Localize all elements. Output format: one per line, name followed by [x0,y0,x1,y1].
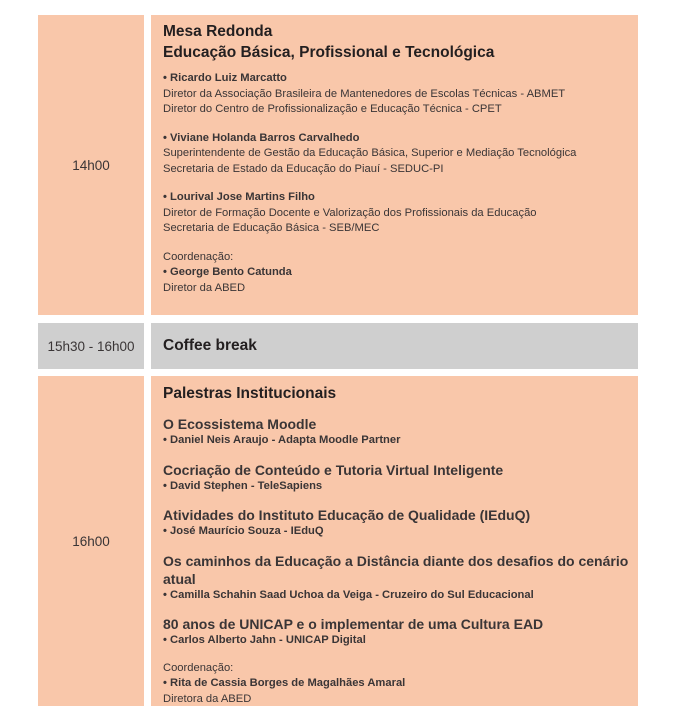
content-cell [151,376,638,706]
talk-title: 80 anos de UNICAP e o implementar de uma Cultura EAD [163,616,544,632]
panelist-name: • Viviane Holanda Barros Carvalhedo [163,131,638,147]
talk-speaker: • Carlos Alberto Jahn - UNICAP Digital [163,633,638,649]
panelist-role: Diretor do Centro de Profissionalização e Educação Técnica - CPET [163,103,502,115]
time-cell [38,15,144,315]
talk-title: Atividades do Instituto Educação de Qualidade (IEduQ) [163,507,531,523]
coordinator-role: Diretora da ABED [163,692,252,705]
talk-title: O Ecossistema Moodle [163,416,317,432]
panelist-name: • Ricardo Luiz Marcatto [163,71,638,87]
session-subtitle: Educação Básica, Profissional e Tecnológica [163,44,495,61]
session-title: Palestras Institucionais [163,385,337,402]
coordinator-role: Diretor da ABED [163,281,246,294]
panelist [163,131,638,178]
coordinator-name: • George Bento Catunda [163,265,638,281]
talk [163,461,638,495]
talk [163,615,638,649]
coordination-label: Coordenação: [163,661,234,674]
coordinator-name: • Rita de Cassia Borges de Magalhães Amaral [163,676,638,692]
session-title: Coffee break [163,337,257,354]
time-cell [38,323,144,369]
time-cell [38,376,144,706]
panelist-role: Diretor de Formação Docente e Valorização dos Profissionais da Educação [163,206,537,219]
content-cell [151,15,638,315]
talk-title: Os caminhos da Educação a Distância diante dos desafios do cenário atual [163,552,629,587]
panelist-name: • Lourival Jose Martins Filho [163,190,638,206]
panelist-role: Secretaria de Estado da Educação do Piauí - SEDUC-PI [163,162,444,175]
content-cell [151,323,638,369]
talk-speaker: • Camilla Schahin Saad Uchoa da Veiga - Cruzeiro do Sul Educacional [163,588,638,604]
time-label: 14h00 [72,157,110,173]
panelist-role: Diretor da Associação Brasileira de Mantenedores de Escolas Técnicas - ABMET [163,87,566,100]
talk-speaker: • Daniel Neis Araujo - Adapta Moodle Partner [163,433,638,449]
coordination [163,661,638,708]
coordination [163,250,638,297]
panelist-role: Superintendente de Gestão da Educação Básica, Superior e Mediação Tecnológica [163,147,577,159]
talk-speaker: • José Maurício Souza - IEduQ [163,524,638,540]
talk [163,506,638,540]
panelist-role: Secretaria de Educação Básica - SEB/MEC [163,222,380,234]
panelist [163,71,638,118]
time-label: 15h30 - 16h00 [47,338,135,354]
talk-speaker: • David Stephen - TeleSapiens [163,479,638,495]
time-label: 16h00 [72,533,110,549]
talk-title: Cocriação de Conteúdo e Tutoria Virtual Inteligente [163,461,504,478]
talk [163,415,638,449]
session-title: Mesa Redonda [163,23,273,40]
coordination-label: Coordenação: [163,250,234,263]
panelist [163,190,638,237]
talk [163,552,638,604]
